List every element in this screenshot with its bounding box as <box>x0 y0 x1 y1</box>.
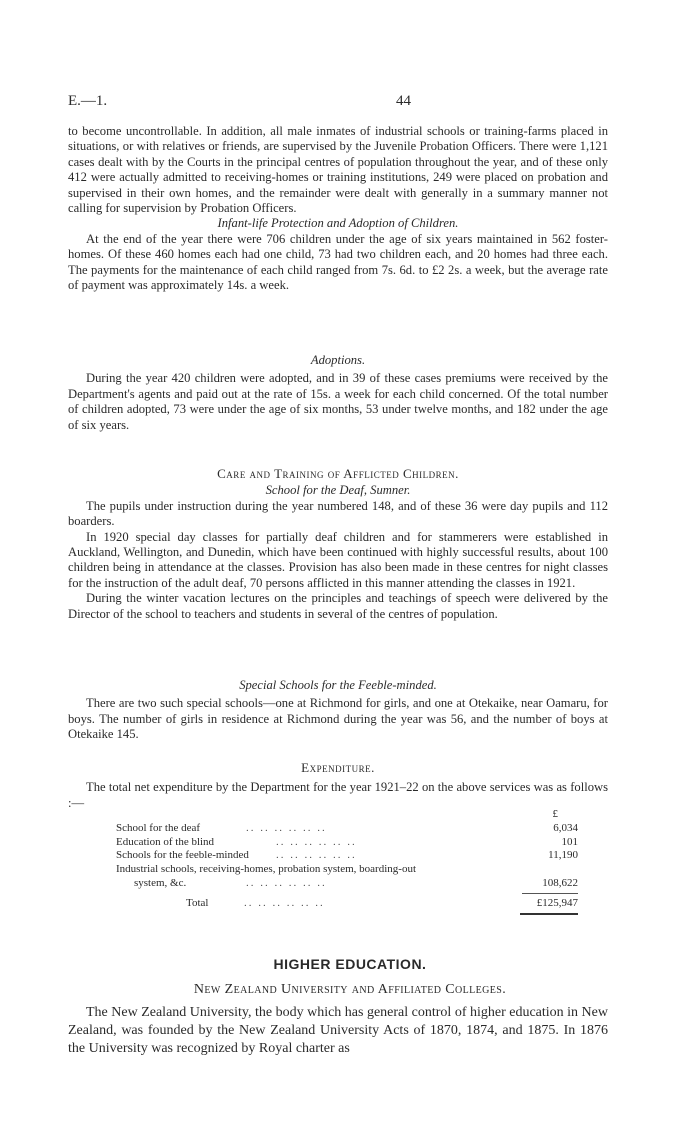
paragraph-nz-university-text: The New Zealand University, the body which has general control of higher education in New Zealand, was founded by the New Zealand University Acts of 1870, 1874, and 1875. In 1876 the University was recognized by Royal charter as <box>68 1005 608 1056</box>
table-row-value: 108,622 <box>542 876 578 889</box>
leader-dots: .. .. .. .. .. .. <box>244 896 325 909</box>
table-row <box>116 836 578 850</box>
heading-care-training: Care and Training of Afflicted Children. <box>217 466 459 481</box>
heading-school-deaf: School for the Deaf, Sumner. <box>265 483 411 498</box>
heading-higher-education: HIGHER EDUCATION. <box>273 956 427 972</box>
leader-dots: .. .. .. .. .. .. <box>276 849 357 862</box>
page-number: 44 <box>396 93 411 109</box>
heading-nz-university: New Zealand University and Affiliated Colleges. <box>193 982 507 997</box>
total-rule <box>520 913 578 915</box>
heading-expenditure: Expenditure. <box>301 760 375 775</box>
section-feeble-minded <box>68 678 608 743</box>
paragraph-nz-university <box>68 1004 608 1058</box>
table-double-rule <box>116 912 578 916</box>
heading-adoptions: Adoptions. <box>310 353 366 367</box>
paragraph-feeble-minded: There are two such special schools—one at Richmond for girls, and one at Otekaike, near Oamaru, for boys. The number of girls in residence at Richmond during the year was 56, and the number of boys at Otekaike 145. <box>68 696 608 742</box>
paragraph-expenditure: The total net expenditure by the Department for the year 1921–22 on the above services was as follows :— <box>68 780 608 810</box>
table-total-label: Total <box>186 896 209 909</box>
paragraph-winter-lectures: During the winter vacation lectures on the principles and teachings of speech were delivered by the Director of the school to teachers and students in several of the centres of population. <box>68 591 608 621</box>
section-afflicted-children <box>68 466 608 622</box>
table-row <box>116 822 578 836</box>
table-row <box>116 863 578 877</box>
leader-dots: .. .. .. .. .. .. <box>246 821 327 834</box>
table-row-label: Education of the blind <box>116 835 215 848</box>
table-total-value: £125,947 <box>536 896 578 909</box>
report-code: E.—1. <box>68 93 108 109</box>
expenditure-table <box>116 808 578 916</box>
table-row <box>116 849 578 863</box>
paragraph-special-classes: In 1920 special day classes for partially deaf children and for stammerers were established in Auckland, Wellington, and Dunedin, which have been continued with highly successful results, about 100 children being in attendance at the classes. Provision has also been made in these centres for night classes for the instruction of the adult deaf, 70 persons afflicted in this manner attending the classes in 1921. <box>68 529 608 590</box>
table-row-label: Schools for the feeble-minded <box>116 849 249 862</box>
table-currency-row <box>116 808 578 822</box>
table-row-label: School for the deaf <box>116 821 200 834</box>
currency-symbol: £ <box>552 808 558 820</box>
heading-infant-life: Infant-life Protection and Adoption of Children. <box>217 216 459 231</box>
paragraph-infant-life: At the end of the year there were 706 children under the age of six years maintained in 562 foster-homes. Of these 460 homes each had one child, 73 had two children each, and 20 homes had three each. The payments for the maintenance of each child ranged from 7s. 6d. to £2 2s. a week, but the average rate of payment was approximately 14s. a week. <box>68 231 608 293</box>
table-row-label: Industrial schools, receiving-homes, probation system, boarding-out <box>116 863 416 876</box>
paragraph-juvenile-probation: to become uncontrollable. In addition, all male inmates of industrial schools or training-farms placed in situations, or with relatives or friends, are supervised by the Juvenile Probation Officers. There were 1,121 cases dealt with by the Courts in the principal centres of population throughout the year, and of these only 412 were actually admitted to receiving-homes or training institutions, 249 were placed on probation and supervised in their own homes, and the remainder were dealt with generally in a summary manner not calling for supervision by Probation Officers. <box>68 124 608 216</box>
section-juvenile <box>68 124 608 293</box>
leader-dots: .. .. .. .. .. .. <box>276 835 357 848</box>
section-expenditure <box>68 760 608 811</box>
page-header <box>68 93 628 113</box>
paragraph-deaf-pupils: The pupils under instruction during the year numbered 148, and of these 36 were day pupils and 112 boarders. <box>68 498 608 529</box>
leader-dots: .. .. .. .. .. .. <box>246 876 327 889</box>
table-row-value: 11,190 <box>548 849 578 862</box>
table-row-label: system, &c. <box>134 876 187 889</box>
table-row <box>116 877 578 891</box>
subtotal-rule <box>522 893 578 894</box>
paragraph-adoptions: During the year 420 children were adopted, and in 39 of these cases premiums were received by the Department's agents and paid out at the rate of 15s. a week for each child concerned. Of the total number of children adopted, 73 were under the age of six months, 53 under twelve months, and 182 under the age of six years. <box>68 371 608 432</box>
heading-feeble-minded: Special Schools for the Feeble-minded. <box>239 678 437 692</box>
section-adoptions <box>68 353 608 433</box>
table-row-value: 6,034 <box>553 821 578 834</box>
table-row-value: 101 <box>561 835 578 848</box>
table-total-row <box>116 895 578 912</box>
